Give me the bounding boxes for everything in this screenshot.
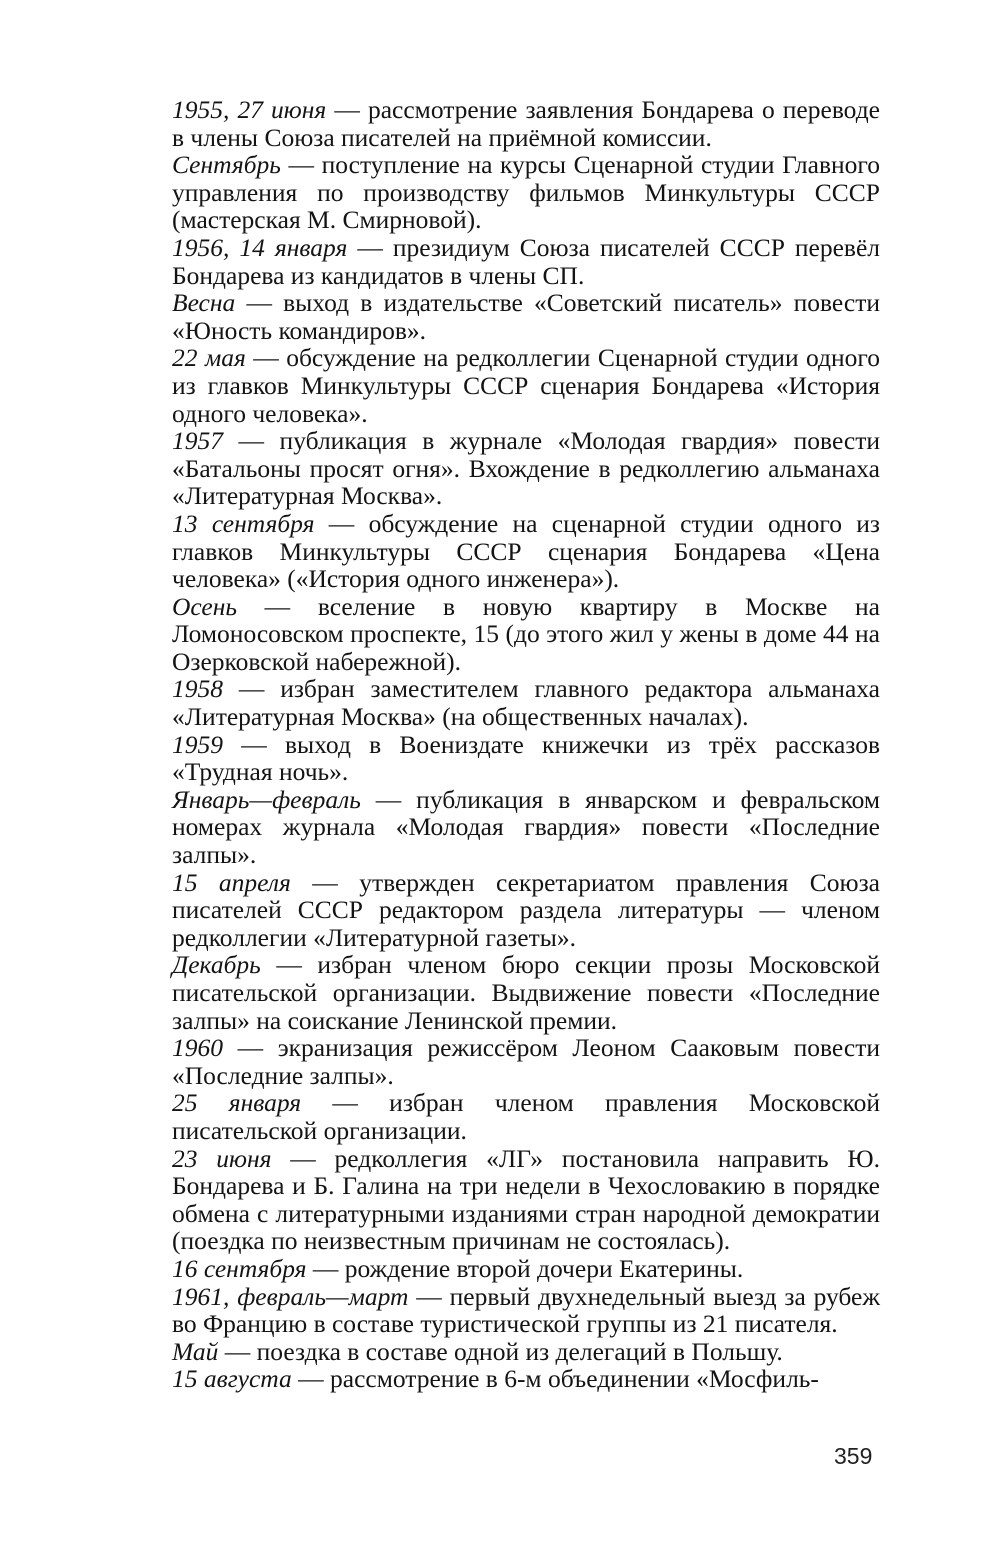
entry-text: — избран заместителем главного редактора альманаха «Литературная Москва» (на общественных началах). xyxy=(172,674,880,732)
paragraph xyxy=(172,951,880,1034)
entry-date: 1961, февраль—март xyxy=(172,1281,409,1311)
chronicle-entry-1956 xyxy=(108,234,880,427)
paragraph xyxy=(172,675,880,730)
paragraph xyxy=(172,1365,880,1393)
page-number: 359 xyxy=(834,1443,873,1469)
paragraph xyxy=(172,1338,880,1366)
entry-text: — поездка в составе одной из делегаций в Польшу. xyxy=(218,1336,783,1366)
paragraph xyxy=(172,731,880,786)
entry-date: Май xyxy=(172,1336,219,1366)
entry-text: — избран членом правления Московской писательской организации. xyxy=(172,1088,881,1145)
entry-text: — выход в Воениздате книжечки из трёх рассказов «Трудная ночь». xyxy=(172,729,880,787)
entry-text: — экранизация режиссёром Леоном Сааковым повести «Последние залпы». xyxy=(172,1033,880,1090)
entry-text: — президиум Союза писателей СССР перевёл Бондарева из кандидатов в члены СП. xyxy=(172,232,881,290)
paragraph xyxy=(172,1255,880,1283)
entry-date: 13 сентября xyxy=(172,508,315,538)
chronicle-entry-1961 xyxy=(108,1283,880,1393)
entry-date: 1957 xyxy=(172,426,223,456)
paragraph xyxy=(172,1283,880,1338)
entry-date: 1959 xyxy=(172,729,223,759)
paragraph xyxy=(172,289,880,344)
entry-date: 16 сентября xyxy=(172,1253,307,1283)
entry-text: — редколлегия «ЛГ» постановила направить Ю. Бондарева и Б. Галина на три недели в Чехословакию в порядке обмена с литературными изданиями стран народной демократии (поездка по неизвестным причинам не состоялась). xyxy=(172,1143,881,1256)
entry-date: 25 января xyxy=(172,1088,302,1118)
entry-date: Декабрь xyxy=(172,950,261,980)
chronicle-entry-1960 xyxy=(108,1034,880,1282)
chronicle-entry-1957 xyxy=(108,427,880,675)
entry-date: 15 апреля xyxy=(172,867,291,897)
paragraph xyxy=(172,151,880,234)
entry-text: — первый двухнедельный выезд за рубеж во Францию в составе туристической группы из 21 писателя. xyxy=(172,1281,880,1339)
paragraph xyxy=(172,344,880,427)
paragraph xyxy=(172,96,880,151)
entry-text: — утвержден секретариатом правления Союза писателей СССР редактором раздела литературы — членом редколлегии «Литературной газеты». xyxy=(172,867,881,952)
entry-date: Весна xyxy=(172,288,236,318)
paragraph xyxy=(172,1089,880,1144)
entry-text: — рождение второй дочери Екатерины. xyxy=(306,1253,744,1283)
entry-date: 1956, 14 января xyxy=(172,232,348,262)
entry-date: Январь—февраль xyxy=(172,784,361,814)
paragraph xyxy=(172,1145,880,1255)
chronicle-text xyxy=(108,96,880,1393)
paragraph xyxy=(172,786,880,869)
entry-text: — обсуждение на сценарной студии одного из главков Минкультуры СССР сценария Бондарева «Цена человека» («История одного инженера»). xyxy=(172,508,880,594)
paragraph xyxy=(172,234,880,289)
entry-text: — обсуждение на редколлегии Сценарной студии одного из главков Минкультуры СССР сценария Бондарева «История одного человека». xyxy=(172,343,880,428)
chronicle-entry-1955 xyxy=(108,96,880,234)
entry-date: 23 июня xyxy=(172,1143,272,1173)
entry-date: Сентябрь xyxy=(172,150,281,180)
entry-text: — поступление на курсы Сценарной студии Главного управления по производству фильмов Минкультуры СССР (мастерская М. Смирновой). xyxy=(172,150,880,235)
entry-date: Осень xyxy=(172,591,237,621)
paragraph xyxy=(172,1034,880,1089)
entry-text: — рассмотрение в 6-м объединении «Мосфиль- xyxy=(291,1364,819,1394)
paragraph xyxy=(172,427,880,510)
entry-text: — выход в издательстве «Советский писатель» повести «Юность командиров». xyxy=(172,288,880,345)
entry-date: 22 мая xyxy=(172,343,246,373)
paragraph xyxy=(172,510,880,593)
chronicle-entry-1958 xyxy=(108,675,880,730)
entry-text: — вселение в новую квартиру в Москве на Ломоносовском проспекте, 15 (до этого жил у жены в доме 44 на Озерковской набережной). xyxy=(172,591,880,676)
entry-date: 1958 xyxy=(172,674,223,704)
paragraph xyxy=(172,593,880,676)
paragraph xyxy=(172,869,880,952)
entry-text: — публикация в январском и февральском номерах журнала «Молодая гвардия» повести «Последние залпы». xyxy=(172,784,880,870)
entry-text: — избран членом бюро секции прозы Московской писательской организации. Выдвижение повести «Последние залпы» на соискание Ленинской премии. xyxy=(172,950,880,1035)
entry-date: 15 августа xyxy=(172,1364,292,1394)
entry-date: 1955, 27 июня xyxy=(172,95,327,124)
chronicle-entry-1959 xyxy=(108,731,880,1035)
entry-text: — рассмотрение заявления Бондарева о переводе в члены Союза писателей на приёмной комиссии. xyxy=(172,95,880,152)
entry-date: 1960 xyxy=(172,1033,223,1063)
entry-text: — публикация в журнале «Молодая гвардия» повести «Батальоны просят огня». Вхождение в редколлегию альманаха «Литературная Москва». xyxy=(172,426,880,511)
